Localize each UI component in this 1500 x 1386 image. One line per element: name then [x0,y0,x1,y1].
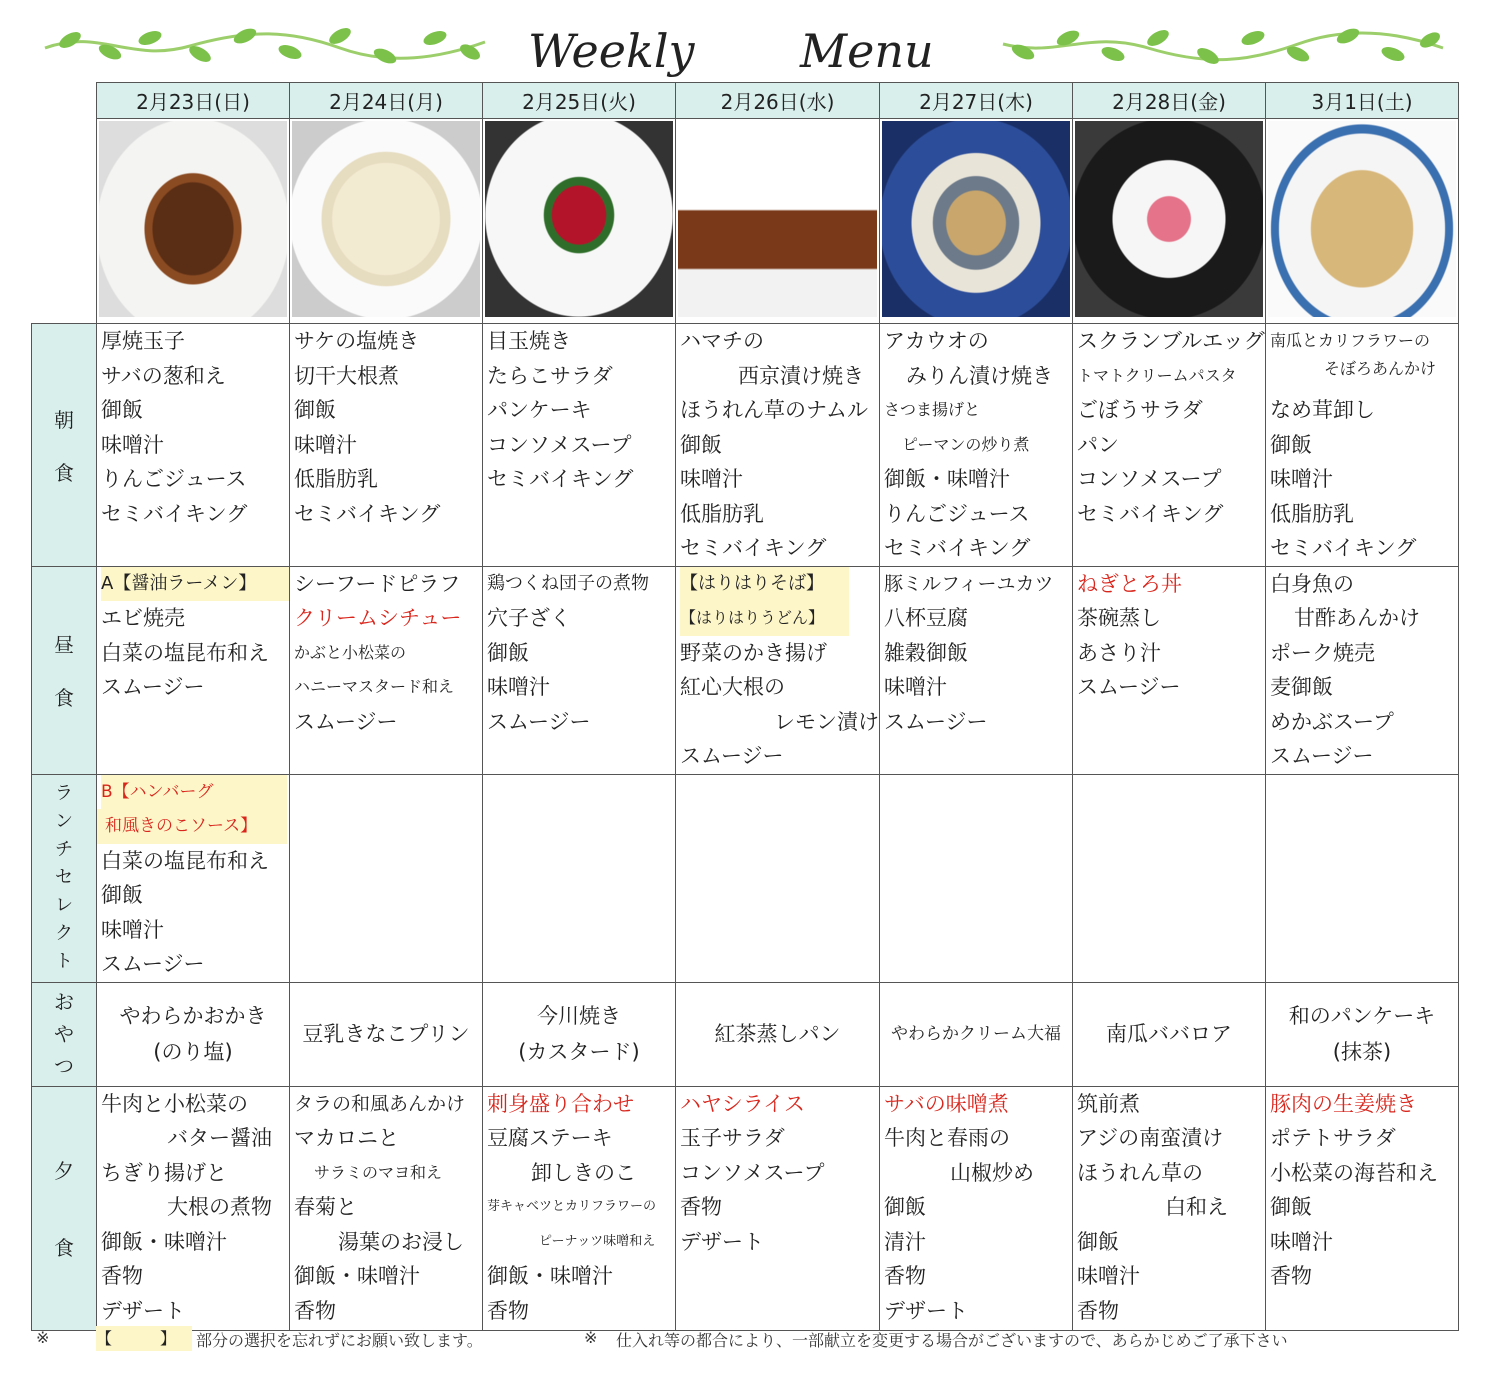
dish-photo [483,119,676,324]
date-header: 2月25日(火) [483,83,676,119]
title-menu: Menu [800,24,934,78]
snack-cell: 南瓜ババロア [1073,982,1266,1086]
lunch-cell: ねぎとろ丼 茶碗蒸し あさり汁 スムージー [1073,566,1266,774]
photo-row [32,119,1459,324]
footnote-mark: ※ [584,1328,598,1347]
dinner-cell: 刺身盛り合わせ 豆腐ステーキ 卸しきのこ 芽キャベツとカリフラワーの ピーナッツ味噌和え 御飯・味噌汁 香物 [483,1086,676,1330]
dinner-row [32,1086,1459,1330]
corner-cell [32,83,97,119]
snack-cell: 紅茶蒸しパン [676,982,880,1086]
meal-label-lunch-select: ラ ン チ セ レ ク ト [32,774,97,982]
vine-decoration-left-icon [40,18,490,74]
footnote-selection: 部分の選択を忘れずにお願い致します。 [196,1331,483,1350]
breakfast-cell: 目玉焼き たらこサラダ パンケーキ コンソメスープ セミバイキング [483,324,676,567]
date-header: 2月23日(日) [97,83,290,119]
selection-bracket-sample: 【 】 [96,1326,192,1351]
dish-photo [676,119,880,324]
dinner-cell: 豚肉の生姜焼き ポテトサラダ 小松菜の海苔和え 御飯 味噌汁 香物 [1266,1086,1459,1330]
lunch-cell: 白身魚の 甘酢あんかけ ポーク焼売 麦御飯 めかぶスープ スムージー [1266,566,1459,774]
snack-cell: やわらかおかき (のり塩) [97,982,290,1086]
breakfast-cell: 厚焼玉子 サバの葱和え 御飯 味噌汁 りんごジュース セミバイキング [97,324,290,567]
date-header: 2月26日(水) [676,83,880,119]
breakfast-cell: スクランブルエッグ トマトクリームパスタ ごぼうサラダ パン コンソメスープ セミバイキング [1073,324,1266,567]
dish-photo [290,119,483,324]
corner-cell [32,119,97,324]
breakfast-cell: アカウオの みりん漬け焼き さつま揚げと ピーマンの炒り煮 御飯・味噌汁 りんごジュース セミバイキング [880,324,1073,567]
breakfast-row [32,324,1459,567]
meal-label-lunch: 昼 食 [32,566,97,774]
dinner-cell: サバの味噌煮 牛肉と春雨の 山椒炒め 御飯 清汁 香物 デザート [880,1086,1073,1330]
empty-cell [1073,774,1266,982]
dish-photo [880,119,1073,324]
lunch-cell: シーフードピラフ クリームシチュー かぶと小松菜の ハニーマスタード和え スムージー [290,566,483,774]
empty-cell [880,774,1073,982]
title-weekly: Weekly [528,24,695,78]
dinner-cell: タラの和風あんかけ マカロニと サラミのマヨ和え 春菊と 湯葉のお浸し 御飯・味噌汁 香物 [290,1086,483,1330]
snack-cell: 今川焼き (カスタード) [483,982,676,1086]
empty-cell [1266,774,1459,982]
dish-photo [97,119,290,324]
meal-label-dinner: 夕 食 [32,1086,97,1330]
snack-cell: やわらかクリーム大福 [880,982,1073,1086]
breakfast-cell: サケの塩焼き 切干大根煮 御飯 味噌汁 低脂肪乳 セミバイキング [290,324,483,567]
dish-photo [1266,119,1459,324]
footnote-mark: ※ [36,1328,50,1347]
dinner-cell: 筑前煮 アジの南蛮漬け ほうれん草の 白和え 御飯 味噌汁 香物 [1073,1086,1266,1330]
snack-row [32,982,1459,1086]
meal-label-breakfast: 朝 食 [32,324,97,567]
meal-label-snack: お や つ [32,982,97,1086]
weekly-menu-table [31,82,1459,1331]
snack-cell: 豆乳きなこプリン [290,982,483,1086]
dinner-cell: 牛肉と小松菜の バター醤油 ちぎり揚げと 大根の煮物 御飯・味噌汁 香物 デザート [97,1086,290,1330]
date-row [32,83,1459,119]
breakfast-cell: 南瓜とカリフラワーの そぼろあんかけ なめ茸卸し 御飯 味噌汁 低脂肪乳 セミバイキング [1266,324,1459,567]
lunch-row [32,566,1459,774]
snack-cell: 和のパンケーキ (抹茶) [1266,982,1459,1086]
dish-photo [1073,119,1266,324]
empty-cell [290,774,483,982]
footnote-change-notice: 仕入れ等の都合により、一部献立を変更する場合がございますので、あらかじめご了承下さい [616,1331,1288,1350]
lunch-cell: A【醤油ラーメン】 エビ焼売 白菜の塩昆布和え スムージー [97,566,290,774]
vine-decoration-right-icon [998,18,1448,74]
lunch-select-cell: B【ハンバーグ 和風きのこソース】 白菜の塩昆布和え 御飯 味噌汁 スムージー [97,774,290,982]
lunch-select-row [32,774,1459,982]
date-header: 2月28日(金) [1073,83,1266,119]
breakfast-cell: ハマチの 西京漬け焼き ほうれん草のナムル 御飯 味噌汁 低脂肪乳 セミバイキング [676,324,880,567]
dinner-cell: ハヤシライス 玉子サラダ コンソメスープ 香物 デザート [676,1086,880,1330]
lunch-cell: 豚ミルフィーユカツ 八杯豆腐 雑穀御飯 味噌汁 スムージー [880,566,1073,774]
empty-cell [676,774,880,982]
date-header: 3月1日(土) [1266,83,1459,119]
lunch-cell: 鶏つくね団子の煮物 穴子ざく 御飯 味噌汁 スムージー [483,566,676,774]
empty-cell [483,774,676,982]
date-header: 2月24日(月) [290,83,483,119]
date-header: 2月27日(木) [880,83,1073,119]
lunch-cell: 【はりはりそば】 【はりはりうどん】 野菜のかき揚げ 紅心大根の レモン漬け スムージー [676,566,880,774]
